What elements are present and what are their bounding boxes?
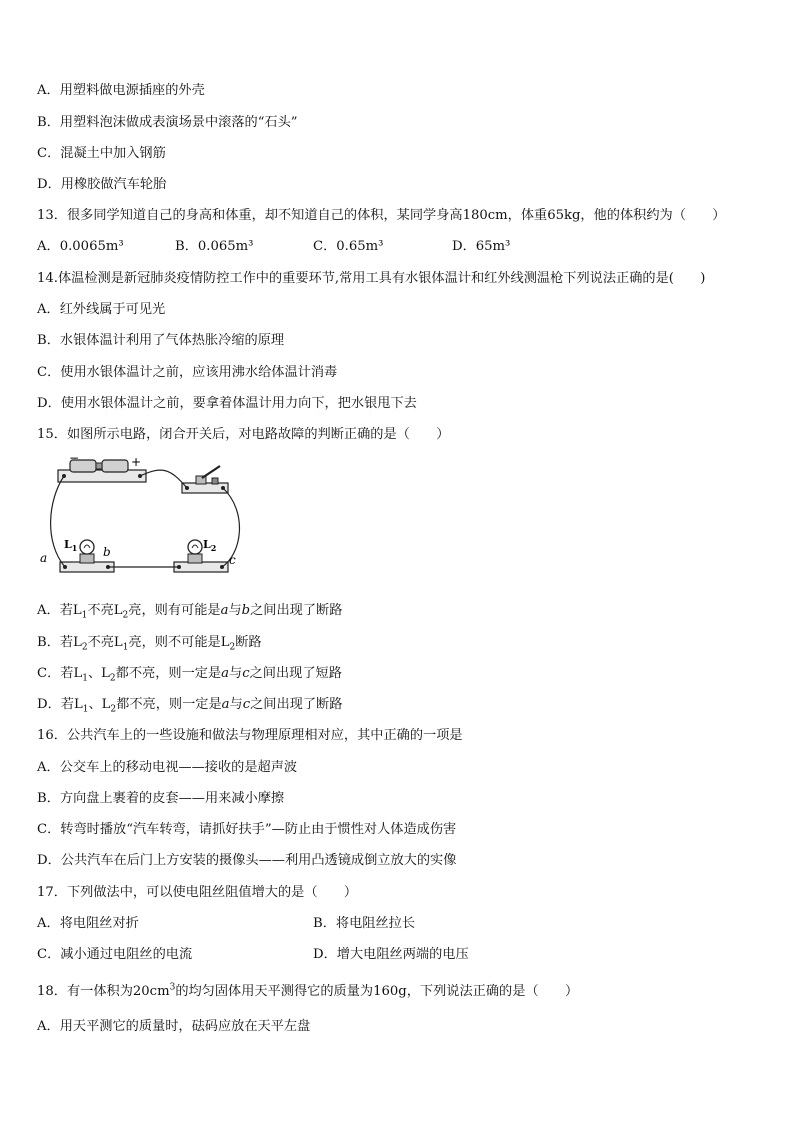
q13-option-b: B．0.065m³: [175, 239, 254, 254]
q14-option-b: B．水银体温计利用了气体热胀冷缩的原理: [37, 333, 285, 348]
q14-option-a: A．红外线属于可见光: [37, 302, 166, 317]
q14-stem: 14.体温检测是新冠肺炎疫情防控工作中的重要环节,常用工具有水银体温计和红外线测温枪下列说法正确的是( ): [37, 271, 706, 286]
point-b-label: b: [103, 545, 111, 559]
q13-stem: 13．很多同学知道自己的身高和体重，却不知道自己的体积，某同学身高180cm，体重65kg，他的体积约为（ ）: [37, 208, 726, 223]
q14-option-d: D．使用水银体温计之前，要拿着体温计用力向下，把水银甩下去: [37, 396, 417, 411]
switch: [182, 466, 228, 493]
q15-option-b: B．若$L_2$不亮$L_1$亮，则不可能是$L_2$断路: [37, 635, 262, 653]
q17-option-c: C．减小通过电阻丝的电流: [37, 947, 193, 962]
battery-cell: [102, 460, 128, 472]
point-c-label: c: [229, 553, 236, 567]
q13-option-d: D．65m³: [452, 239, 511, 254]
q15-option-a: A．若$L_1$不亮$L_2$亮，则有可能是a与b之间出现了断路: [37, 603, 343, 621]
q17-option-d: D．增大电阻丝两端的电压: [313, 947, 469, 962]
q18-stem: 18．有一体积为$20cm^3$的均匀固体用天平测得它的质量为160g，下列说法正确的是（ ）: [37, 982, 579, 999]
lamp-l2: [174, 540, 228, 572]
q15-stem: 15．如图所示电路，闭合开关后，对电路故障的判断正确的是（ ）: [37, 427, 450, 442]
q12-option-a: A．用塑料做电源插座的外壳: [37, 83, 205, 98]
q12-option-d: D．用橡胶做汽车轮胎: [37, 177, 167, 192]
q15-option-c: C．若$L_1$、$L_2$都不亮，则一定是a与c之间出现了短路: [37, 666, 342, 684]
q14-option-c: C．使用水银体温计之前，应该用沸水给体温计消毒: [37, 365, 338, 380]
q17-option-b: B．将电阻丝拉长: [313, 916, 416, 931]
q17-stem: 17．下列做法中，可以使电阻丝阻值增大的是（ ）: [37, 885, 358, 900]
l1-label: $L_1$: [64, 538, 78, 553]
q13-option-c: C．0.65m³: [313, 239, 384, 254]
q17-option-a: A．将电阻丝对折: [37, 916, 139, 931]
q16-stem: 16．公共汽车上的一些设施和做法与物理原理相对应，其中正确的一项是: [37, 728, 463, 743]
circuit-diagram: [36, 456, 248, 596]
q18-option-a: A．用天平测它的质量时，砝码应放在天平左盘: [37, 1019, 311, 1034]
l2-label: $L_2$: [203, 538, 217, 553]
q16-option-b: B．方向盘上裹着的皮套——用来减小摩擦: [37, 791, 285, 806]
q13-option-a: A．0.0065m³: [37, 239, 124, 254]
q12-option-c: C．混凝土中加入钢筋: [37, 146, 166, 161]
q15-option-d: D．若$L_1$、$L_2$都不亮，则一定是a与c之间出现了断路: [37, 697, 343, 715]
point-a-label: a: [40, 551, 48, 565]
q16-option-c: C．转弯时播放“汽车转弯，请抓好扶手”—防止由于惯性对人体造成伤害: [37, 822, 457, 837]
q16-option-d: D．公共汽车在后门上方安装的摄像头——利用凸透镜成倒立放大的实像: [37, 853, 457, 868]
q16-option-a: A．公交车上的移动电视——接收的是超声波: [37, 760, 298, 775]
battery-plus-label: +: [131, 456, 142, 469]
q12-option-b: B．用塑料泡沫做成表演场景中滚落的“石头”: [37, 115, 298, 130]
battery-minus-label: −: [69, 456, 80, 465]
